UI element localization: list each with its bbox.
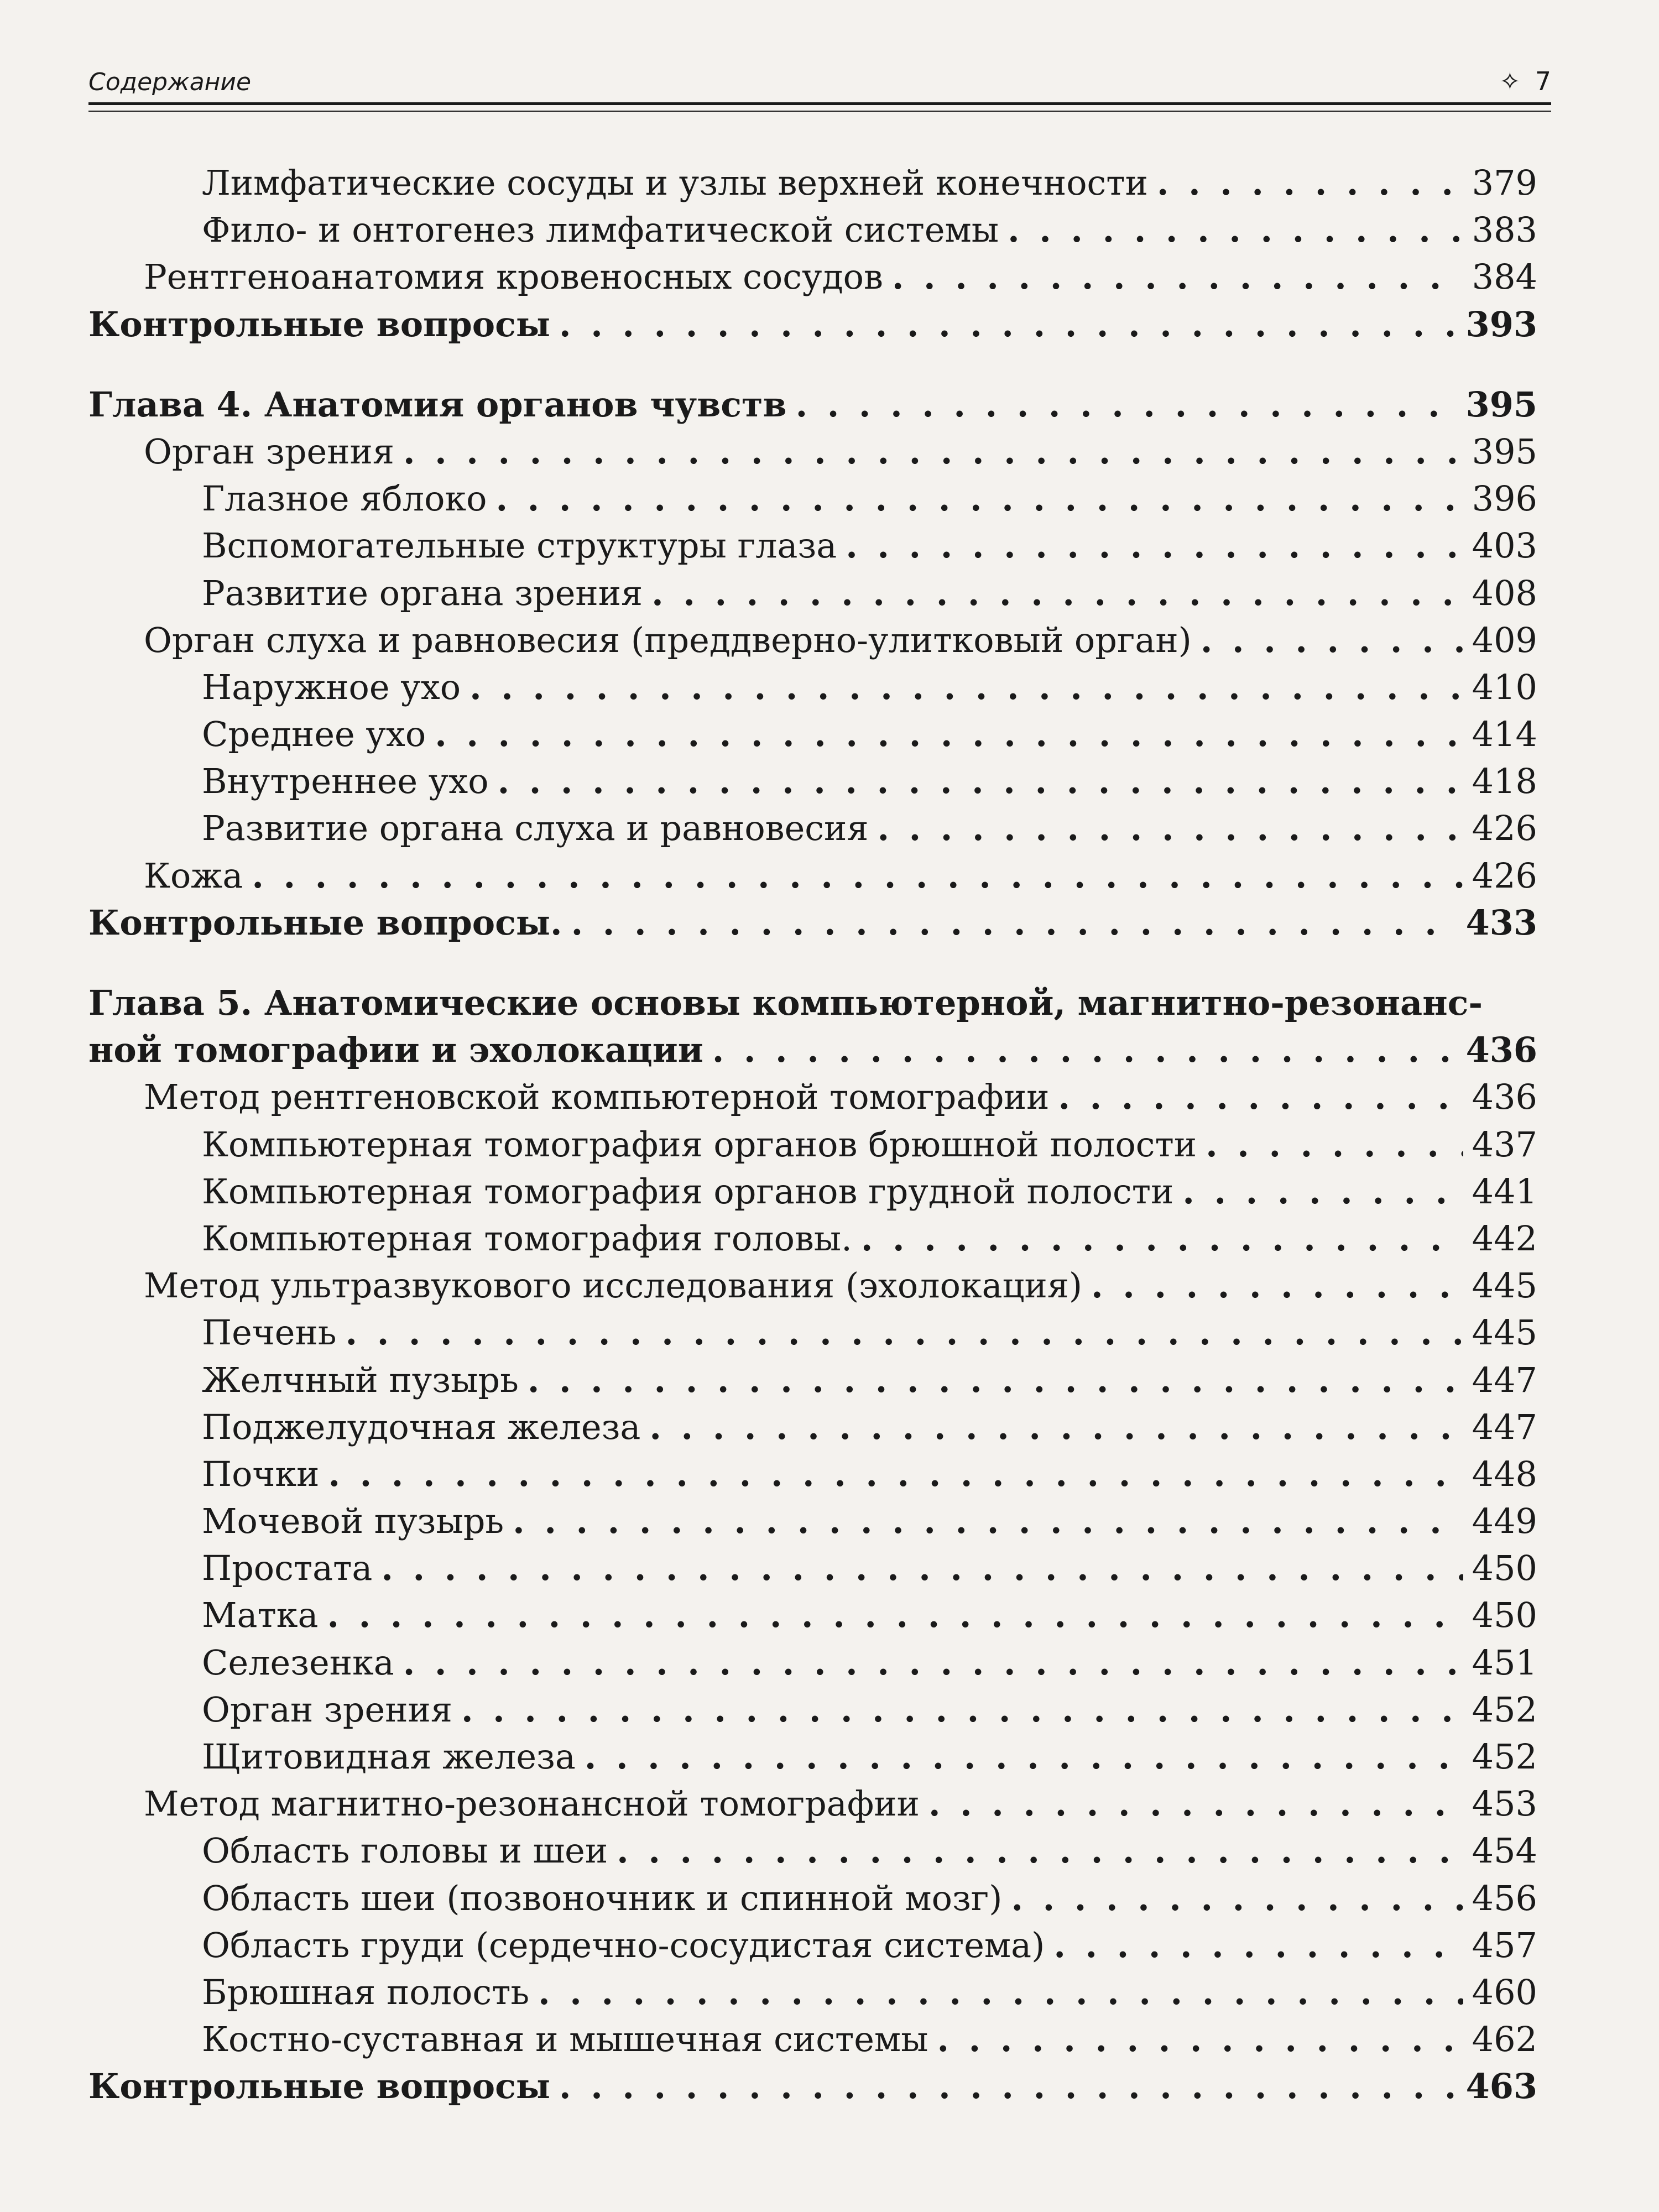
toc-entry-page: 442 bbox=[1472, 1218, 1537, 1259]
toc-entry-title: Среднее ухо bbox=[202, 714, 426, 755]
dot-leader bbox=[328, 1451, 1463, 1498]
dot-leader bbox=[649, 1404, 1463, 1451]
toc-entry-page: 448 bbox=[1472, 1453, 1537, 1494]
toc-entry-page: 452 bbox=[1472, 1736, 1537, 1777]
dot-leader bbox=[861, 1215, 1463, 1262]
toc-entry bbox=[88, 1733, 1537, 1780]
toc-entry-page: 460 bbox=[1472, 1971, 1537, 2012]
toc-heading-entry bbox=[88, 899, 1537, 946]
toc-entry bbox=[88, 805, 1537, 852]
toc-entry-page: 414 bbox=[1472, 714, 1537, 755]
toc-entry bbox=[88, 1827, 1537, 1874]
dot-leader bbox=[846, 522, 1463, 569]
toc-entry bbox=[88, 1357, 1537, 1404]
dot-leader bbox=[796, 381, 1457, 428]
toc-entry-page: 454 bbox=[1472, 1830, 1537, 1871]
toc-entry-page: 463 bbox=[1465, 2066, 1537, 2107]
dot-leader bbox=[1091, 1262, 1463, 1309]
running-header-right bbox=[1499, 66, 1551, 96]
toc-entry-page: 452 bbox=[1472, 1689, 1537, 1730]
dot-leader bbox=[1053, 1922, 1463, 1969]
toc-entry-page: 456 bbox=[1472, 1877, 1537, 1918]
toc-entry-title: Глава 5. Анатомические основы компьютерной, магнитно-резонанс- bbox=[88, 983, 1483, 1023]
dot-leader bbox=[559, 2063, 1457, 2110]
toc-entry-title: Область шеи (позвоночник и спинной мозг) bbox=[202, 1877, 1003, 1918]
toc-entry-page: 433 bbox=[1465, 902, 1537, 943]
dot-leader bbox=[1008, 206, 1463, 253]
toc-entry-title: Область головы и шеи bbox=[202, 1830, 608, 1871]
toc-entry bbox=[88, 711, 1537, 758]
dot-leader bbox=[1182, 1168, 1463, 1215]
toc-entry-title: Контрольные вопросы bbox=[88, 2066, 551, 2107]
dot-leader bbox=[469, 664, 1463, 711]
toc-entry-title: Орган зрения bbox=[144, 431, 394, 472]
toc-entry-title: Компьютерная томография органов брюшной полости bbox=[202, 1124, 1197, 1165]
toc-entry-page: 393 bbox=[1465, 304, 1537, 345]
toc-entry-title: Лимфатические сосуды и узлы верхней конечности bbox=[202, 163, 1148, 203]
toc-entry-page: 396 bbox=[1472, 478, 1537, 519]
dot-leader bbox=[381, 1545, 1463, 1592]
toc-entry bbox=[88, 522, 1537, 569]
toc-entry-title: Глава 4. Анатомия органов чувств bbox=[88, 384, 787, 425]
toc-entry bbox=[88, 1262, 1537, 1309]
toc-heading-entry bbox=[88, 979, 1537, 1026]
toc-entry-title: Щитовидная железа bbox=[202, 1736, 576, 1777]
toc-entry-title: Компьютерная томография органов грудной полости bbox=[202, 1171, 1174, 1212]
page-number: 7 bbox=[1535, 66, 1551, 96]
toc-entry bbox=[88, 1686, 1537, 1733]
toc-entry-title: Почки bbox=[202, 1453, 320, 1494]
toc-entry bbox=[88, 1969, 1537, 2016]
toc-entry bbox=[88, 758, 1537, 805]
header-rule bbox=[88, 102, 1551, 109]
toc-entry-page: 410 bbox=[1472, 666, 1537, 707]
dot-leader bbox=[1011, 1875, 1463, 1922]
toc-entry bbox=[88, 1451, 1537, 1498]
dot-leader bbox=[1201, 617, 1463, 664]
toc-entry-title: Контрольные вопросы. bbox=[88, 902, 562, 943]
dot-leader bbox=[403, 1639, 1463, 1686]
toc-entry-title: Контрольные вопросы bbox=[88, 304, 551, 345]
toc-entry-page: 450 bbox=[1472, 1548, 1537, 1589]
toc-entry bbox=[88, 1639, 1537, 1686]
toc-entry-title: Вспомогательные структуры глаза bbox=[202, 525, 837, 566]
running-header bbox=[88, 55, 1551, 100]
toc-entry-page: 426 bbox=[1472, 808, 1537, 849]
toc-entry-title: Развитие органа зрения bbox=[202, 572, 643, 613]
toc-entry-page: 441 bbox=[1472, 1171, 1537, 1212]
toc-entry bbox=[88, 664, 1537, 711]
dot-leader bbox=[496, 475, 1463, 522]
toc-entry-page: 447 bbox=[1472, 1359, 1537, 1400]
toc-entry-title: Метод магнитно-резонансной томографии bbox=[144, 1783, 920, 1824]
toc-entry-page: 418 bbox=[1472, 761, 1537, 802]
toc-entry bbox=[88, 1309, 1537, 1356]
toc-entry bbox=[88, 1875, 1537, 1922]
dot-leader bbox=[937, 2016, 1463, 2063]
toc-entry-page: 445 bbox=[1472, 1312, 1537, 1353]
toc-entry bbox=[88, 1545, 1537, 1592]
toc-entry-title: Орган зрения bbox=[202, 1689, 452, 1730]
toc-entry-page: 457 bbox=[1472, 1924, 1537, 1965]
dot-leader bbox=[1058, 1073, 1463, 1120]
toc-entry-page: 437 bbox=[1472, 1124, 1537, 1165]
toc-entry-page: 436 bbox=[1472, 1077, 1537, 1118]
dot-leader bbox=[498, 758, 1463, 805]
toc-entry bbox=[88, 1922, 1537, 1969]
toc-entry bbox=[88, 159, 1537, 206]
dot-leader bbox=[435, 711, 1463, 758]
toc-entry bbox=[88, 1121, 1537, 1168]
toc-entry-page: 379 bbox=[1472, 163, 1537, 203]
toc-entry-title: Костно-суставная и мышечная системы bbox=[202, 2019, 928, 2060]
toc-entry-page: 426 bbox=[1472, 855, 1537, 896]
dot-leader bbox=[538, 1969, 1463, 2016]
toc-entry-title: Развитие органа слуха и равновесия bbox=[202, 808, 869, 849]
ornament-icon: ✧ bbox=[1499, 66, 1521, 96]
toc-entry bbox=[88, 1780, 1537, 1827]
toc-entry-title: Фило- и онтогенез лимфатической системы bbox=[202, 210, 999, 251]
dot-leader bbox=[651, 570, 1463, 617]
dot-leader bbox=[461, 1686, 1463, 1733]
toc-entry bbox=[88, 475, 1537, 522]
toc-entry-page: 409 bbox=[1472, 619, 1537, 660]
toc-entry bbox=[88, 852, 1537, 899]
dot-leader bbox=[585, 1733, 1463, 1780]
toc-entry bbox=[88, 2016, 1537, 2063]
toc-entry-title: Поджелудочная железа bbox=[202, 1406, 641, 1447]
toc-entry-title: Метод ультразвукового исследования (эхолокация) bbox=[144, 1265, 1083, 1306]
toc-entry-page: 450 bbox=[1472, 1595, 1537, 1636]
toc-entry-title: Область груди (сердечно-сосудистая система) bbox=[202, 1924, 1045, 1965]
toc-entry bbox=[88, 1073, 1537, 1120]
toc-entry-title: Простата bbox=[202, 1548, 373, 1589]
toc-entry-title: Рентгеноанатомия кровеносных сосудов bbox=[144, 257, 883, 298]
toc-heading-entry bbox=[88, 2063, 1537, 2110]
toc-entry-page: 395 bbox=[1465, 384, 1537, 425]
dot-leader bbox=[513, 1498, 1463, 1545]
toc-entry-page: 447 bbox=[1472, 1406, 1537, 1447]
dot-leader bbox=[712, 1026, 1457, 1073]
dot-leader bbox=[1206, 1121, 1463, 1168]
dot-leader bbox=[346, 1309, 1463, 1356]
toc-entry-title: Матка bbox=[202, 1595, 319, 1636]
dot-leader bbox=[1157, 159, 1463, 206]
dot-leader bbox=[252, 852, 1463, 899]
toc-entry-page: 462 bbox=[1472, 2019, 1537, 2060]
toc-entry-title: Орган слуха и равновесия (преддверно-улитковый орган) bbox=[144, 619, 1192, 660]
toc-heading-entry bbox=[88, 381, 1537, 428]
toc-entry bbox=[88, 253, 1537, 300]
toc-entry-title: Печень bbox=[202, 1312, 337, 1353]
dot-leader bbox=[327, 1592, 1463, 1639]
toc-entry bbox=[88, 1215, 1537, 1262]
toc-entry-title: Желчный пузырь bbox=[202, 1359, 519, 1400]
toc-entry-page: 383 bbox=[1472, 210, 1537, 251]
toc-entry bbox=[88, 570, 1537, 617]
toc-entry bbox=[88, 1168, 1537, 1215]
toc-entry-page: 451 bbox=[1472, 1642, 1537, 1683]
toc-entry-page: 408 bbox=[1472, 572, 1537, 613]
dot-leader bbox=[559, 301, 1457, 348]
toc-entry-title: ной томографии и эхолокации bbox=[88, 1030, 703, 1071]
toc-entry bbox=[88, 617, 1537, 664]
toc-entry bbox=[88, 206, 1537, 253]
toc-heading-entry bbox=[88, 1026, 1537, 1073]
toc-entry-page: 384 bbox=[1472, 257, 1537, 298]
toc-entry-title: Брюшная полость bbox=[202, 1971, 530, 2012]
toc-entry-page: 453 bbox=[1472, 1783, 1537, 1824]
dot-leader bbox=[617, 1827, 1463, 1874]
toc-entry-title: Кожа bbox=[144, 855, 243, 896]
dot-leader bbox=[877, 805, 1463, 852]
toc-heading-entry bbox=[88, 301, 1537, 348]
dot-leader bbox=[403, 428, 1463, 475]
toc-entry-title: Компьютерная томография головы. bbox=[202, 1218, 852, 1259]
toc-entry-title: Мочевой пузырь bbox=[202, 1501, 504, 1542]
table-of-contents bbox=[88, 159, 1537, 2110]
toc-entry-page: 395 bbox=[1472, 431, 1537, 472]
toc-entry bbox=[88, 1498, 1537, 1545]
toc-entry-page: 449 bbox=[1472, 1501, 1537, 1542]
toc-entry-page: 445 bbox=[1472, 1265, 1537, 1306]
dot-leader bbox=[928, 1780, 1463, 1827]
toc-entry-title: Метод рентгеновской компьютерной томографии bbox=[144, 1077, 1050, 1118]
toc-entry bbox=[88, 428, 1537, 475]
dot-leader bbox=[528, 1357, 1463, 1404]
toc-entry bbox=[88, 1592, 1537, 1639]
toc-entry-title: Глазное яблоко bbox=[202, 478, 487, 519]
toc-entry-page: 436 bbox=[1465, 1030, 1537, 1071]
toc-entry-title: Наружное ухо bbox=[202, 666, 461, 707]
toc-entry-page: 403 bbox=[1472, 525, 1537, 566]
toc-entry-title: Внутреннее ухо bbox=[202, 761, 489, 802]
dot-leader bbox=[571, 899, 1457, 946]
toc-entry-title: Селезенка bbox=[202, 1642, 394, 1683]
running-header-title: Содержание bbox=[88, 68, 252, 96]
toc-entry bbox=[88, 1404, 1537, 1451]
dot-leader bbox=[892, 253, 1463, 300]
